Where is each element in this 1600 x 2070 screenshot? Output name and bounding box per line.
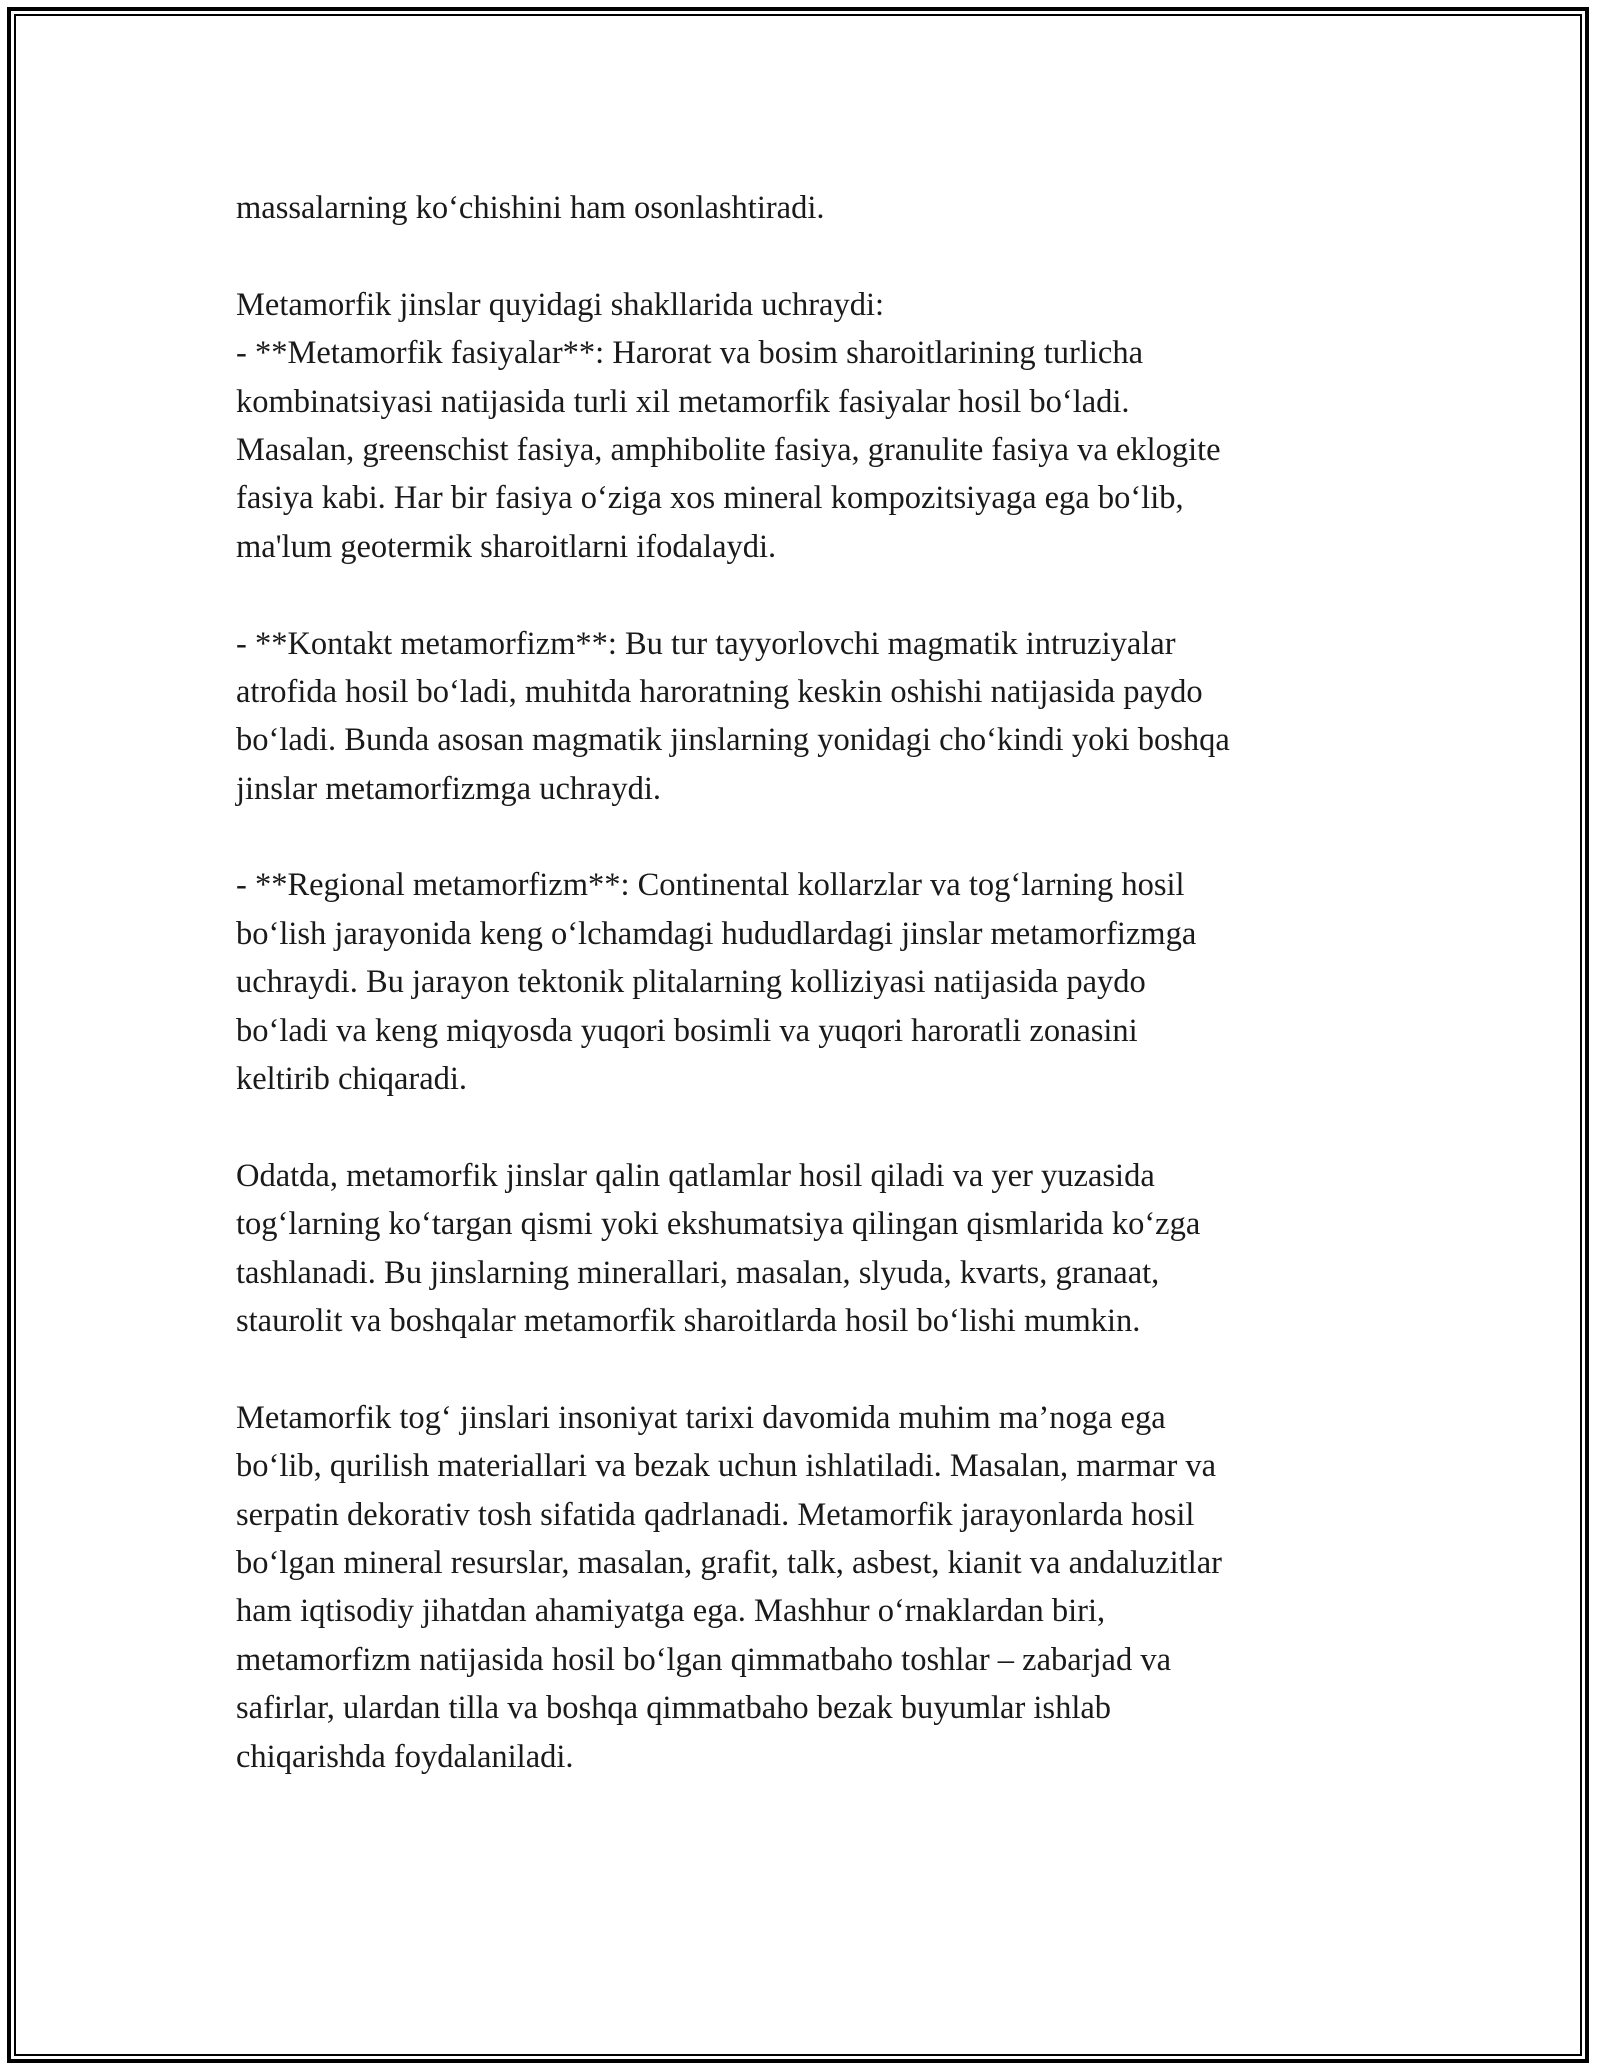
text-line: - **Regional metamorfizm**: Continental kollarzlar va tog‘larning hosil <box>236 867 1185 904</box>
text-line: Metamorfik tog‘ jinslari insoniyat tarixi davomida muhim ma’noga ega <box>236 1399 1166 1436</box>
text-line: keltirib chiqaradi. <box>236 1061 468 1098</box>
paragraph-gap <box>236 813 1376 861</box>
text-line: tog‘larning ko‘targan qismi yoki ekshumatsiya qilingan qismlarida ko‘zga <box>236 1206 1201 1243</box>
text-line: bo‘lish jarayonida keng o‘lchamdagi hududlardagi jinslar metamorfizmga <box>236 915 1197 952</box>
text-line: staurolit va boshqalar metamorfik sharoitlarda hosil bo‘lishi mumkin. <box>236 1302 1141 1339</box>
text-line: safirlar, ulardan tilla va boshqa qimmatbaho bezak buyumlar ishlab <box>236 1690 1112 1727</box>
text-line: Odatda, metamorfik jinslar qalin qatlamlar hosil qiladi va yer yuzasida <box>236 1157 1155 1194</box>
text-line: ham iqtisodiy jihatdan ahamiyatga ega. Mashhur o‘rnaklardan biri, <box>236 1593 1106 1630</box>
text-line: bo‘ladi. Bunda asosan magmatik jinslarning yonidagi cho‘kindi yoki boshqa <box>236 722 1230 759</box>
text-line: fasiya kabi. Har bir fasiya o‘ziga xos mineral kompozitsiyaga ega bo‘lib, <box>236 480 1184 517</box>
paragraph-gap <box>236 1103 1376 1151</box>
document-body <box>236 184 1376 1781</box>
paragraph <box>236 1394 1376 1781</box>
text-line: kombinatsiyasi natijasida turli xil metamorfik fasiyalar hosil bo‘ladi. <box>236 383 1130 420</box>
text-line: metamorfizm natijasida hosil bo‘lgan qimmatbaho toshlar – zabarjad va <box>236 1641 1171 1678</box>
paragraph <box>236 184 1376 232</box>
paragraph <box>236 281 1376 571</box>
text-line: - **Metamorfik fasiyalar**: Harorat va bosim sharoitlarining turlicha <box>236 335 1144 372</box>
text-line: ma'lum geotermik sharoitlarni ifodalaydi. <box>236 528 777 565</box>
text-line: uchraydi. Bu jarayon tektonik plitalarning kolliziyasi natijasida paydo <box>236 964 1146 1001</box>
paragraph <box>236 1152 1376 1346</box>
paragraph-gap <box>236 1345 1376 1393</box>
text-line: tashlanadi. Bu jinslarning minerallari, masalan, slyuda, kvarts, granaat, <box>236 1254 1160 1291</box>
paragraph <box>236 861 1376 1103</box>
text-line: serpatin dekorativ tosh sifatida qadrlanadi. Metamorfik jarayonlarda hosil <box>236 1496 1195 1533</box>
text-line: bo‘lib, qurilish materiallari va bezak uchun ishlatiladi. Masalan, marmar va <box>236 1448 1217 1485</box>
text-line: Masalan, greenschist fasiya, amphibolite fasiya, granulite fasiya va eklogite <box>236 431 1221 468</box>
text-line: jinslar metamorfizmga uchraydi. <box>236 770 662 807</box>
text-line: - **Kontakt metamorfizm**: Bu tur tayyorlovchi magmatik intruziyalar <box>236 625 1176 662</box>
paragraph-gap <box>236 232 1376 280</box>
text-line: massalarning ko‘chishini ham osonlashtiradi. <box>236 190 825 226</box>
text-line: chiqarishda foydalaniladi. <box>236 1738 574 1775</box>
text-line: atrofida hosil bo‘ladi, muhitda haroratning keskin oshishi natijasida paydo <box>236 673 1203 710</box>
text-line: bo‘lgan mineral resurslar, masalan, grafit, talk, asbest, kianit va andaluzitlar <box>236 1544 1222 1581</box>
paragraph-gap <box>236 571 1376 619</box>
text-line: Metamorfik jinslar quyidagi shakllarida uchraydi: <box>236 286 885 323</box>
paragraph <box>236 620 1376 814</box>
text-line: bo‘ladi va keng miqyosda yuqori bosimli va yuqori haroratli zonasini <box>236 1012 1138 1049</box>
